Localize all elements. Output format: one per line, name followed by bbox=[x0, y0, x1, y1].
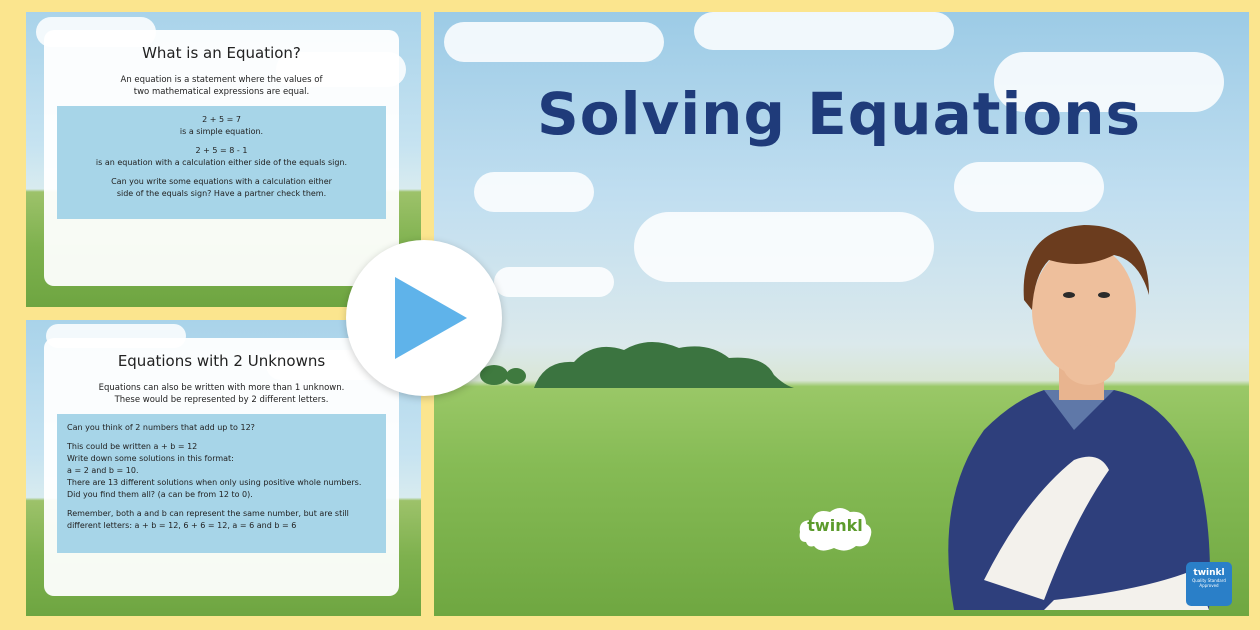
cloud bbox=[494, 267, 614, 297]
box-line: Remember, both a and b can represent the same number, but are still bbox=[67, 509, 349, 518]
quality-standard-badge bbox=[1186, 562, 1232, 606]
presentation-title: Solving Equations bbox=[536, 80, 1142, 148]
box-line: Can you think of 2 numbers that add up to 12? bbox=[67, 423, 255, 432]
box-line: 2 + 5 = 7 bbox=[202, 115, 241, 124]
subtitle-line: These would be represented by 2 different letters. bbox=[114, 395, 329, 405]
box-line: Did you find them all? (a can be from 12 to 0). bbox=[67, 490, 253, 499]
box-line: a = 2 and b = 10. bbox=[67, 466, 139, 475]
cloud bbox=[444, 22, 664, 62]
slide-subtitle bbox=[44, 74, 399, 98]
main-slide bbox=[434, 12, 1249, 616]
box-line: 2 + 5 = 8 - 1 bbox=[195, 146, 248, 155]
subtitle-line: An equation is a statement where the values of bbox=[120, 75, 323, 85]
slide-title: Equations with 2 Unknowns bbox=[117, 352, 326, 370]
slide-card bbox=[44, 338, 399, 596]
badge-caption: Quality Standard Approved bbox=[1192, 578, 1226, 588]
cloud bbox=[474, 172, 594, 212]
info-box bbox=[57, 414, 386, 553]
badge-brand: twinkl bbox=[1193, 568, 1225, 578]
cloud bbox=[694, 12, 954, 50]
slide-thumbnail-1[interactable] bbox=[26, 12, 421, 307]
cloud bbox=[634, 212, 934, 282]
box-line: Can you write some equations with a calculation either bbox=[111, 177, 332, 186]
info-box bbox=[57, 106, 386, 219]
box-line: is a simple equation. bbox=[179, 127, 264, 136]
slide-card bbox=[44, 30, 399, 286]
twinkl-logo-text: twinkl bbox=[807, 516, 863, 535]
play-button[interactable] bbox=[346, 240, 502, 396]
box-line: different letters: a + b = 12, 6 + 6 = 12, a = 6 and b = 6 bbox=[67, 521, 297, 530]
slide-subtitle bbox=[44, 382, 399, 406]
box-line: Write down some solutions in this format: bbox=[67, 454, 234, 463]
box-line: is an equation with a calculation either side of the equals sign. bbox=[95, 158, 348, 167]
play-icon bbox=[391, 273, 471, 363]
twinkl-logo bbox=[796, 504, 874, 554]
thinking-boy-illustration bbox=[924, 200, 1224, 616]
subtitle-line: Equations can also be written with more than 1 unknown. bbox=[98, 383, 345, 393]
slide-title: What is an Equation? bbox=[142, 44, 301, 62]
subtitle-line: two mathematical expressions are equal. bbox=[133, 87, 310, 97]
treeline bbox=[474, 330, 814, 390]
box-line: side of the equals sign? Have a partner check them. bbox=[116, 189, 327, 198]
box-line: There are 13 different solutions when only using positive whole numbers. bbox=[67, 478, 362, 487]
box-line: This could be written a + b = 12 bbox=[67, 442, 198, 451]
